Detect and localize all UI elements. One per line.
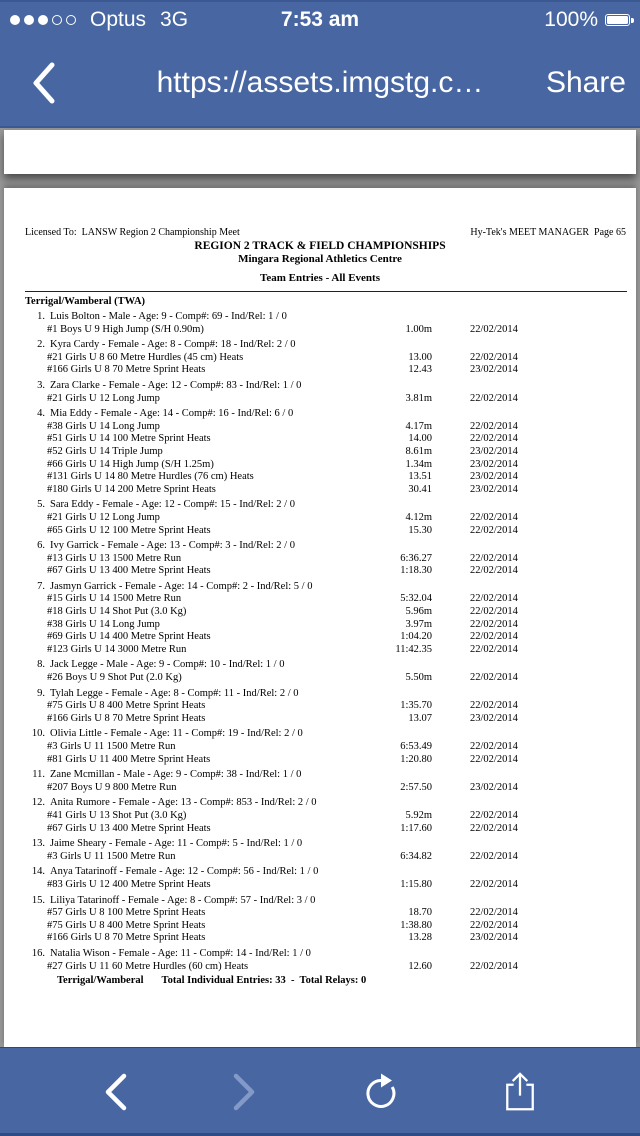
event-date: 22/02/2014 — [470, 753, 518, 765]
chevron-left-icon — [26, 59, 60, 107]
event-date: 22/02/2014 — [470, 433, 518, 445]
event-date: 22/02/2014 — [470, 392, 518, 404]
event-name: #65 Girls U 12 100 Metre Sprint Heats — [47, 524, 211, 536]
athlete-info: Jaime Sheary - Female - Age: 11 - Comp#: 5 - Ind/Rel: 1 / 0 — [50, 838, 303, 850]
event-mark: 14.00 — [408, 433, 432, 445]
event-name: #75 Girls U 8 400 Metre Sprint Heats — [47, 700, 206, 712]
athlete-info: Kyra Cardy - Female - Age: 8 - Comp#: 18 - Ind/Rel: 2 / 0 — [50, 339, 296, 351]
event-date: 23/02/2014 — [470, 364, 518, 376]
athlete-entry — [4, 838, 636, 863]
athlete-number: 2. — [37, 339, 45, 351]
event-mark: 6:34.82 — [400, 850, 432, 862]
event-mark: 5:32.04 — [400, 593, 432, 605]
signal-dot — [38, 15, 48, 25]
header-divider — [25, 291, 627, 292]
event-row — [4, 631, 636, 644]
athlete-header-row — [4, 838, 636, 851]
event-name: #131 Girls U 14 80 Metre Hurdles (76 cm) Heats — [47, 471, 254, 483]
athlete-entry — [4, 659, 636, 684]
toolbar-share-button[interactable] — [500, 1069, 540, 1115]
event-mark: 1:38.80 — [400, 919, 432, 931]
event-mark: 5.50m — [405, 672, 432, 684]
event-date: 22/02/2014 — [470, 822, 518, 834]
event-date: 22/02/2014 — [470, 907, 518, 919]
athlete-header-row — [4, 895, 636, 908]
athlete-entry — [4, 581, 636, 657]
athlete-entry — [4, 866, 636, 891]
event-mark: 1:17.60 — [400, 822, 432, 834]
event-date: 22/02/2014 — [470, 700, 518, 712]
event-name: #69 Girls U 14 400 Metre Sprint Heats — [47, 631, 211, 643]
chevron-right-icon — [230, 1071, 260, 1113]
event-mark: 5.92m — [405, 809, 432, 821]
athlete-info: Sara Eddy - Female - Age: 12 - Comp#: 15 - Ind/Rel: 2 / 0 — [50, 499, 295, 511]
event-date: 23/02/2014 — [470, 458, 518, 470]
event-date: 22/02/2014 — [470, 631, 518, 643]
event-row — [4, 393, 636, 406]
athlete-number: 9. — [37, 687, 45, 699]
toolbar-forward-button[interactable] — [230, 1071, 260, 1113]
athlete-info: Jasmyn Garrick - Female - Age: 14 - Comp#: 2 - Ind/Rel: 5 / 0 — [50, 580, 313, 592]
athlete-number: 5. — [37, 499, 45, 511]
status-right-group — [544, 8, 630, 32]
athlete-entry — [4, 540, 636, 578]
event-date: 22/02/2014 — [470, 672, 518, 684]
event-name: #38 Girls U 14 Long Jump — [47, 618, 160, 630]
web-content-area[interactable] — [0, 128, 640, 1047]
event-date: 22/02/2014 — [470, 960, 518, 972]
athlete-info: Jack Legge - Male - Age: 9 - Comp#: 10 - Ind/Rel: 1 / 0 — [50, 659, 285, 671]
share-button[interactable]: Share — [545, 66, 626, 99]
event-name: #13 Girls U 13 1500 Metre Run — [47, 552, 182, 564]
event-mark: 11:42.35 — [395, 643, 432, 655]
event-mark: 2:57.50 — [400, 781, 432, 793]
event-mark: 4.17m — [405, 420, 432, 432]
athlete-info: Anita Rumore - Female - Age: 13 - Comp#: 853 - Ind/Rel: 2 / 0 — [50, 797, 317, 809]
footer-team-label: Terrigal/Wamberal — [57, 975, 144, 987]
event-row — [4, 823, 636, 836]
athlete-number: 8. — [37, 659, 45, 671]
event-name: #38 Girls U 14 Long Jump — [47, 420, 160, 432]
athlete-header-row — [4, 866, 636, 879]
battery-nub — [631, 18, 634, 23]
event-name: #52 Girls U 14 Triple Jump — [47, 445, 163, 457]
event-date: 23/02/2014 — [470, 483, 518, 495]
meet-manager-label: Hy-Tek's MEET MANAGER Page 65 — [470, 227, 626, 238]
event-name: #21 Girls U 12 Long Jump — [47, 392, 160, 404]
athlete-info: Natalia Wison - Female - Age: 11 - Comp#: 14 - Ind/Rel: 1 / 0 — [50, 947, 311, 959]
event-mark: 18.70 — [408, 907, 432, 919]
event-mark: 1:04.20 — [400, 631, 432, 643]
event-date: 22/02/2014 — [470, 351, 518, 363]
event-mark: 8.61m — [405, 445, 432, 457]
athlete-entry — [4, 380, 636, 405]
event-row — [4, 324, 636, 337]
athlete-info: Olivia Little - Female - Age: 11 - Comp#: 19 - Ind/Rel: 2 / 0 — [50, 728, 303, 740]
event-row — [4, 433, 636, 446]
athlete-header-row — [4, 581, 636, 594]
event-name: #66 Girls U 14 High Jump (S/H 1.25m) — [47, 458, 214, 470]
athlete-header-row — [4, 797, 636, 810]
clock-label: 7:53 am — [280, 8, 360, 31]
carrier-label: Optus — [90, 8, 147, 31]
event-name: #166 Girls U 8 70 Metre Sprint Heats — [47, 932, 206, 944]
event-row — [4, 565, 636, 578]
event-name: #27 Girls U 11 60 Metre Hurdles (60 cm) Heats — [47, 960, 249, 972]
athlete-header-row — [4, 380, 636, 393]
event-row — [4, 851, 636, 864]
event-mark: 4.12m — [405, 511, 432, 523]
event-mark: 3.81m — [405, 392, 432, 404]
url-field[interactable]: https://assets.imgstg.c… — [156, 66, 484, 99]
event-mark: 5.96m — [405, 606, 432, 618]
athlete-entry — [4, 408, 636, 496]
event-date: 23/02/2014 — [470, 445, 518, 457]
team-totals-row — [4, 975, 636, 988]
event-mark: 1:20.80 — [400, 753, 432, 765]
athlete-number: 14. — [31, 866, 45, 878]
event-name: #67 Girls U 13 400 Metre Sprint Heats — [47, 822, 211, 834]
athlete-number: 13. — [31, 838, 45, 850]
athlete-entry — [4, 769, 636, 794]
athlete-info: Zara Clarke - Female - Age: 12 - Comp#: 83 - Ind/Rel: 1 / 0 — [50, 379, 302, 391]
event-date: 22/02/2014 — [470, 850, 518, 862]
athlete-entry — [4, 948, 636, 973]
event-name: #41 Girls U 13 Shot Put (3.0 Kg) — [47, 809, 187, 821]
athlete-entry — [4, 797, 636, 835]
event-name: #75 Girls U 8 400 Metre Sprint Heats — [47, 919, 206, 931]
event-mark: 1:35.70 — [400, 700, 432, 712]
event-row — [4, 644, 636, 657]
event-row — [4, 754, 636, 767]
event-date: 22/02/2014 — [470, 878, 518, 890]
status-bar — [0, 0, 640, 40]
event-name: #207 Boys U 9 800 Metre Run — [47, 781, 177, 793]
event-name: #26 Boys U 9 Shot Put (2.0 Kg) — [47, 672, 182, 684]
event-mark: 3.97m — [405, 618, 432, 630]
battery-fill — [607, 16, 628, 24]
event-row — [4, 364, 636, 377]
event-row — [4, 553, 636, 566]
signal-strength-icon — [10, 15, 76, 25]
athlete-number: 4. — [37, 408, 45, 420]
event-row — [4, 907, 636, 920]
athlete-header-row — [4, 339, 636, 352]
athlete-info: Tylah Legge - Female - Age: 8 - Comp#: 11 - Ind/Rel: 2 / 0 — [50, 687, 299, 699]
browser-nav-bar — [0, 40, 640, 128]
event-row — [4, 700, 636, 713]
athlete-number: 11. — [32, 769, 45, 781]
athlete-info: Zane Mcmillan - Male - Age: 9 - Comp#: 38 - Ind/Rel: 1 / 0 — [50, 769, 302, 781]
document-page-previous — [4, 130, 636, 174]
event-mark: 6:53.49 — [400, 741, 432, 752]
event-mark: 13.00 — [408, 351, 432, 363]
event-row — [4, 672, 636, 685]
network-type-label: 3G — [160, 8, 189, 31]
athlete-header-row — [4, 688, 636, 701]
signal-dot — [66, 15, 76, 25]
athlete-entry — [4, 339, 636, 377]
battery-percent-label: 100% — [544, 8, 598, 31]
event-mark: 1.34m — [405, 458, 432, 470]
event-name: #166 Girls U 8 70 Metre Sprint Heats — [47, 364, 206, 376]
event-row — [4, 961, 636, 974]
event-date: 22/02/2014 — [470, 618, 518, 630]
athlete-header-row — [4, 311, 636, 324]
event-row — [4, 484, 636, 497]
event-date: 22/02/2014 — [470, 643, 518, 655]
athlete-entry — [4, 688, 636, 726]
event-date: 22/02/2014 — [470, 524, 518, 536]
athlete-info: Liliya Tatarinoff - Female - Age: 8 - Comp#: 57 - Ind/Rel: 3 / 0 — [50, 894, 316, 906]
event-row — [4, 352, 636, 365]
athlete-number: 15. — [31, 894, 45, 906]
event-date: 22/02/2014 — [470, 809, 518, 821]
event-row — [4, 446, 636, 459]
reload-icon — [360, 1070, 400, 1114]
event-name: #1 Boys U 9 High Jump (S/H 0.90m) — [47, 323, 204, 335]
event-name: #81 Girls U 11 400 Metre Sprint Heats — [47, 753, 211, 765]
event-mark: 6:36.27 — [400, 552, 432, 564]
athlete-header-row — [4, 769, 636, 782]
event-row — [4, 525, 636, 538]
event-date: 23/02/2014 — [470, 932, 518, 944]
team-header: Terrigal/Wamberal (TWA) — [25, 296, 146, 307]
event-row — [4, 593, 636, 606]
event-name: #3 Girls U 11 1500 Metre Run — [47, 850, 176, 862]
athlete-number: 12. — [31, 797, 45, 809]
chevron-left-icon — [100, 1071, 130, 1113]
athlete-entry — [4, 499, 636, 537]
event-mark: 13.28 — [408, 932, 432, 944]
event-date: 22/02/2014 — [470, 919, 518, 931]
event-date: 23/02/2014 — [470, 471, 518, 483]
footer-totals-label: Total Individual Entries: 33 - Total Relays: 0 — [161, 975, 367, 987]
event-name: #166 Girls U 8 70 Metre Sprint Heats — [47, 712, 206, 724]
athlete-number: 7. — [37, 580, 45, 592]
event-name: #21 Girls U 8 60 Metre Hurdles (45 cm) Heats — [47, 351, 244, 363]
event-date: 22/02/2014 — [470, 741, 518, 752]
event-name: #180 Girls U 14 200 Metre Sprint Heats — [47, 483, 216, 495]
document-venue: Mingara Regional Athletics Centre — [238, 253, 402, 265]
battery-icon — [605, 14, 630, 26]
browser-toolbar — [0, 1047, 640, 1136]
event-row — [4, 932, 636, 945]
nav-back-button[interactable] — [26, 59, 60, 107]
athlete-header-row — [4, 408, 636, 421]
event-date: 22/02/2014 — [470, 511, 518, 523]
event-name: #3 Girls U 11 1500 Metre Run — [47, 741, 176, 752]
event-date: 22/02/2014 — [470, 420, 518, 432]
event-mark: 13.51 — [408, 471, 432, 483]
status-left-group — [10, 8, 188, 32]
athlete-number: 10. — [31, 728, 45, 740]
event-row — [4, 606, 636, 619]
event-name: #18 Girls U 14 Shot Put (3.0 Kg) — [47, 606, 187, 618]
event-row — [4, 619, 636, 632]
event-name: #15 Girls U 14 1500 Metre Run — [47, 593, 182, 605]
athlete-entry — [4, 311, 636, 336]
event-mark: 12.60 — [408, 960, 432, 972]
athlete-header-row — [4, 499, 636, 512]
athlete-number: 6. — [37, 540, 45, 552]
event-mark: 1.00m — [405, 323, 432, 335]
athlete-number: 16. — [31, 947, 45, 959]
athlete-number: 3. — [37, 379, 45, 391]
licensed-to-label: Licensed To: LANSW Region 2 Championship Meet — [25, 227, 240, 238]
event-row — [4, 471, 636, 484]
event-mark: 1:15.80 — [400, 878, 432, 890]
event-name: #67 Girls U 13 400 Metre Sprint Heats — [47, 565, 211, 577]
document-title: REGION 2 TRACK & FIELD CHAMPIONSHIPS — [194, 240, 446, 252]
event-date: 22/02/2014 — [470, 565, 518, 577]
event-row — [4, 459, 636, 472]
event-date: 23/02/2014 — [470, 712, 518, 724]
athlete-info: Mia Eddy - Female - Age: 14 - Comp#: 16 - Ind/Rel: 6 / 0 — [50, 408, 294, 420]
athlete-header-row — [4, 540, 636, 553]
event-name: #51 Girls U 14 100 Metre Sprint Heats — [47, 433, 211, 445]
document-subtitle: Team Entries - All Events — [260, 272, 380, 284]
signal-dot — [24, 15, 34, 25]
event-mark: 13.07 — [408, 712, 432, 724]
event-row — [4, 920, 636, 933]
event-date: 23/02/2014 — [470, 781, 518, 793]
toolbar-back-button[interactable] — [100, 1071, 130, 1113]
athlete-header-row — [4, 659, 636, 672]
athlete-header-row — [4, 948, 636, 961]
athlete-number: 1. — [37, 311, 45, 322]
event-date: 22/02/2014 — [470, 593, 518, 605]
event-date: 22/02/2014 — [470, 323, 518, 335]
signal-dot — [10, 15, 20, 25]
event-date: 22/02/2014 — [470, 606, 518, 618]
event-name: #21 Girls U 12 Long Jump — [47, 511, 160, 523]
athlete-entry — [4, 728, 636, 766]
athlete-header-row — [4, 728, 636, 741]
document-meta-row — [4, 226, 636, 239]
event-row — [4, 810, 636, 823]
toolbar-refresh-button[interactable] — [360, 1070, 400, 1114]
athlete-info: Ivy Garrick - Female - Age: 13 - Comp#: 3 - Ind/Rel: 2 / 0 — [50, 540, 295, 552]
event-name: #123 Girls U 14 3000 Metre Run — [47, 643, 187, 655]
event-mark: 12.43 — [408, 364, 432, 376]
entries-list — [4, 311, 636, 973]
event-row — [4, 741, 636, 754]
event-mark: 30.41 — [408, 483, 432, 495]
event-row — [4, 879, 636, 892]
event-mark: 15.30 — [408, 524, 432, 536]
event-row — [4, 713, 636, 726]
event-row — [4, 782, 636, 795]
document-page — [4, 188, 636, 1047]
event-name: #57 Girls U 8 100 Metre Sprint Heats — [47, 907, 206, 919]
event-date: 22/02/2014 — [470, 552, 518, 564]
signal-dot — [52, 15, 62, 25]
athlete-info: Luis Bolton - Male - Age: 9 - Comp#: 69 - Ind/Rel: 1 / 0 — [50, 311, 287, 322]
athlete-entry — [4, 895, 636, 945]
event-mark: 1:18.30 — [400, 565, 432, 577]
athlete-info: Anya Tatarinoff - Female - Age: 12 - Comp#: 56 - Ind/Rel: 1 / 0 — [50, 866, 319, 878]
share-icon — [500, 1069, 540, 1115]
event-name: #83 Girls U 12 400 Metre Sprint Heats — [47, 878, 211, 890]
event-row — [4, 421, 636, 434]
event-row — [4, 512, 636, 525]
